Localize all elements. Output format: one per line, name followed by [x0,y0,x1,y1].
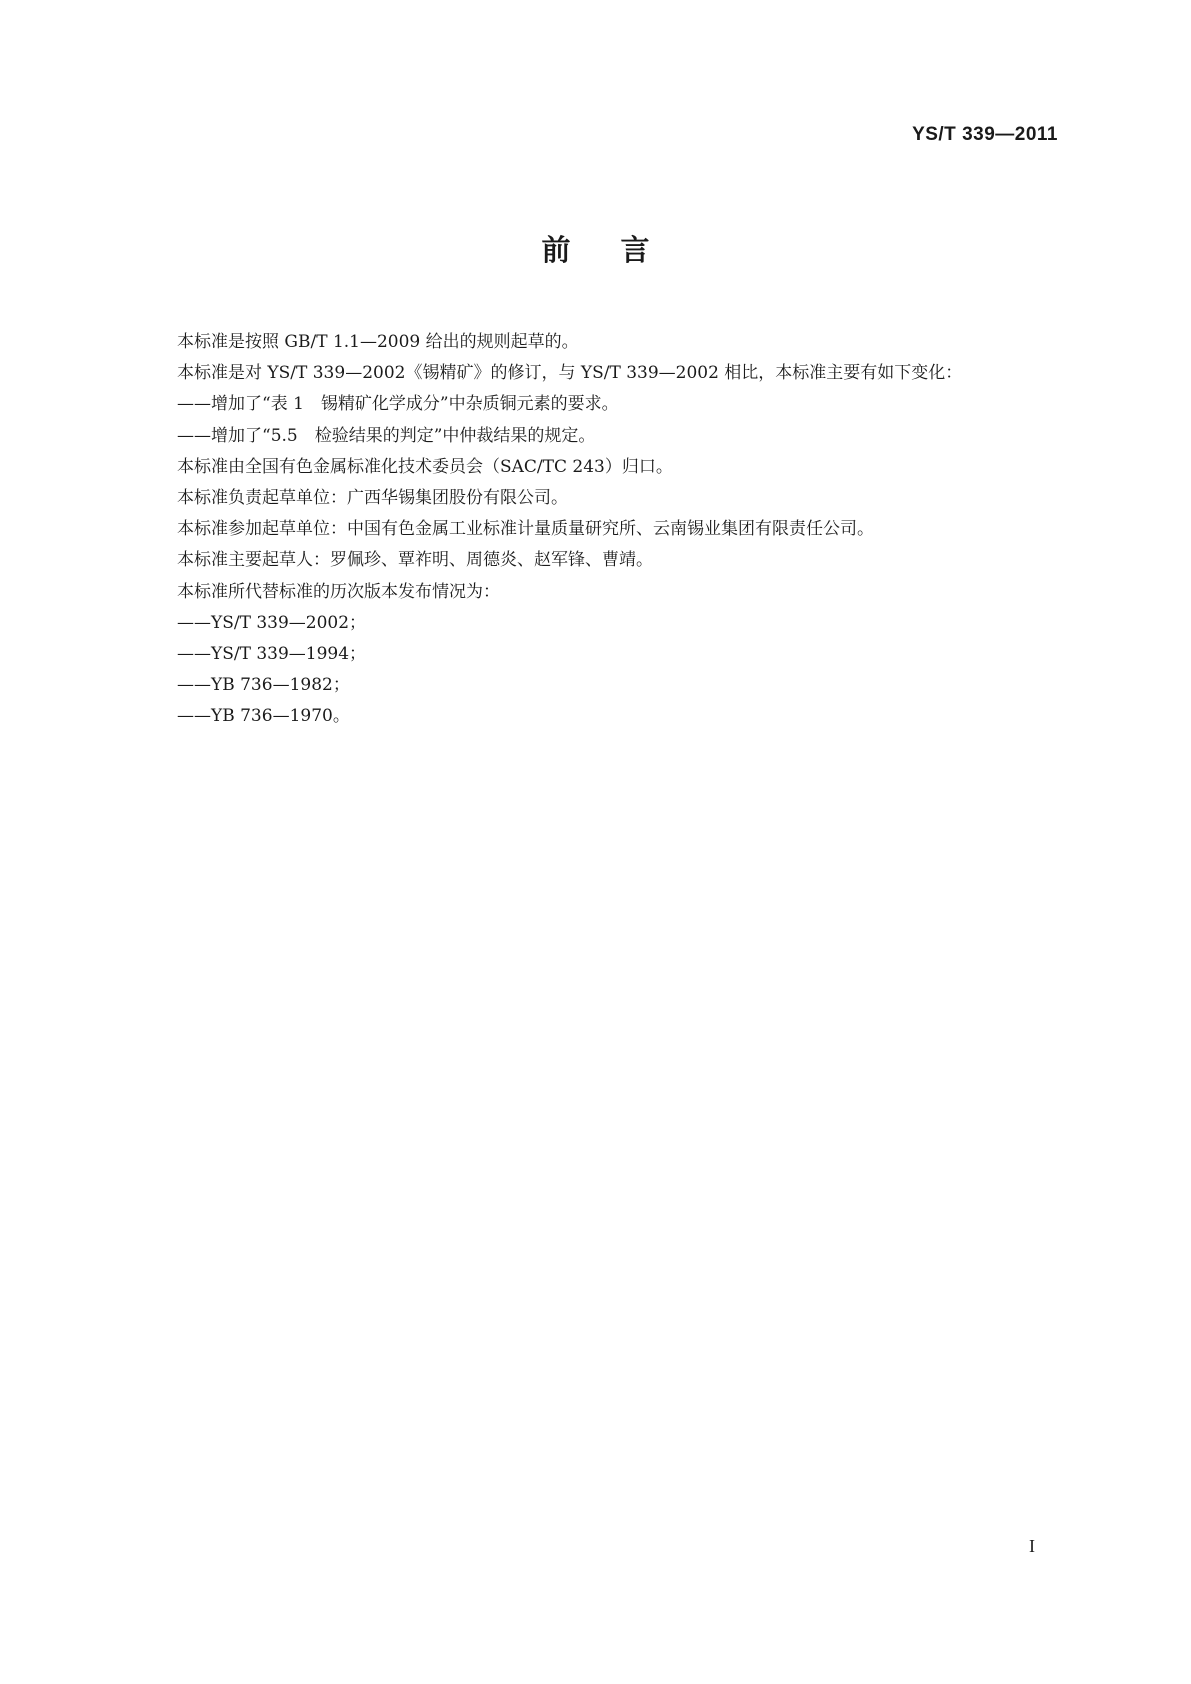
foreword-line-participating-drafters: 本标准参加起草单位：中国有色金属工业标准计量质量研究所、云南锡业集团有限责任公司。 [177,519,874,540]
foreword-line-revision: 本标准是对 YS/T 339—2002《锡精矿》的修订，与 YS/T 339—2002 相比，本标准主要有如下变化： [177,363,963,384]
foreword-line-history-4: ——YB 736—1970。 [177,706,350,727]
foreword-line-history-intro: 本标准所代替标准的历次版本发布情况为： [177,581,500,602]
page-number: I [1029,1536,1035,1556]
standard-number: YS/T 339—2011 [912,124,1058,145]
foreword-line-committee: 本标准由全国有色金属标准化技术委员会（SAC/TC 243）归口。 [177,456,673,477]
foreword-body [177,327,1077,732]
foreword-line-history-3: ——YB 736—1982； [177,675,350,696]
foreword-line-drafting-rules: 本标准是按照 GB/T 1.1—2009 给出的规则起草的。 [177,332,579,352]
page-title: 前言 [541,233,700,267]
foreword-line-main-drafters: 本标准主要起草人：罗佩珍、覃祚明、周德炎、赵军锋、曹靖。 [177,550,653,571]
foreword-line-history-2: ——YS/T 339—1994； [177,643,367,664]
foreword-line-change-1: ——增加了“表 1 锡精矿化学成分”中杂质铜元素的要求。 [177,394,619,415]
foreword-line-change-2: ——增加了“5.5 检验结果的判定”中仲裁结果的规定。 [177,425,596,446]
foreword-line-history-1: ——YS/T 339—2002； [177,612,367,633]
foreword-line-lead-drafter: 本标准负责起草单位：广西华锡集团股份有限公司。 [177,487,568,508]
